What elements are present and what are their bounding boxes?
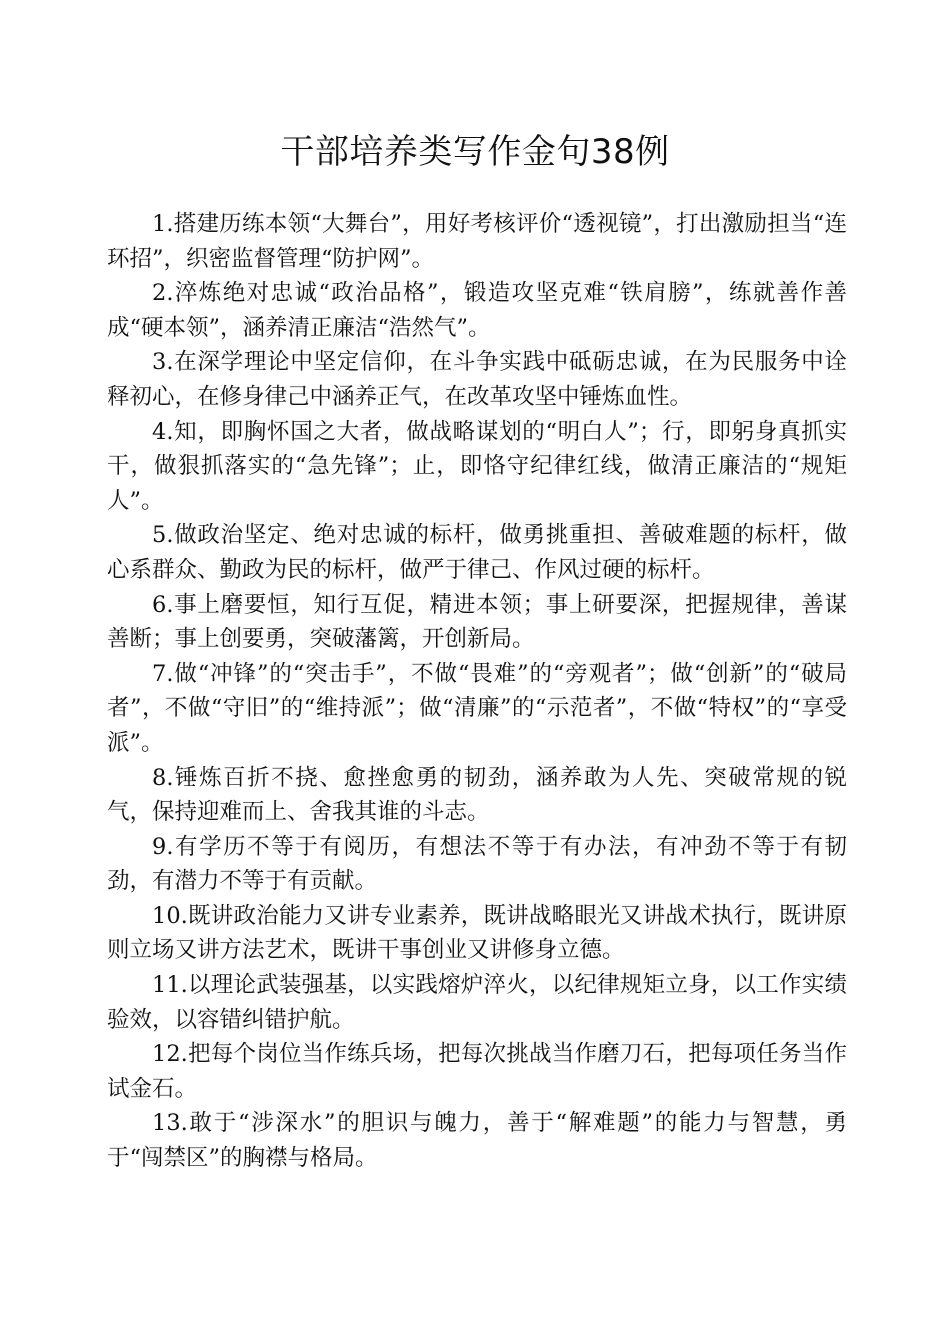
paragraph-item: 7.做“冲锋”的“突击手”，不做“畏难”的“旁观者”；做“创新”的“破局者”，不做“守旧”的“维持派”；做“清廉”的“示范者”，不做“特权”的“享受派”。 [107, 660, 847, 756]
paragraph-item: 10.既讲政治能力又讲专业素养，既讲战略眼光又讲战术执行，既讲原则立场又讲方法艺术，既讲干事创业又讲修身立德。 [107, 902, 847, 964]
document-body [107, 207, 847, 1176]
document-title: 干部培养类写作金句38例 [280, 132, 670, 172]
paragraph-item: 11.以理论武装强基，以实践熔炉淬火，以纪律规矩立身，以工作实绩验效，以容错纠错护航。 [107, 972, 847, 1033]
paragraph-item: 9.有学历不等于有阅历，有想法不等于有办法，有冲劲不等于有韧劲，有潜力不等于有贡献。 [107, 833, 847, 895]
paragraph-item: 12.把每个岗位当作练兵场，把每次挑战当作磨刀石，把每项任务当作试金石。 [107, 1041, 847, 1102]
paragraph-item: 5.做政治坚定、绝对忠诚的标杆，做勇挑重担、善破难题的标杆，做心系群众、勤政为民的标杆，做严于律己、作风过硬的标杆。 [107, 522, 847, 583]
paragraph-item: 4.知，即胸怀国之大者，做战略谋划的“明白人”；行，即躬身真抓实干，做狠抓落实的“急先锋”；止，即恪守纪律红线，做清正廉洁的“规矩人”。 [107, 418, 847, 514]
paragraph-item: 3.在深学理论中坚定信仰，在斗争实践中砥砺忠诚，在为民服务中诠释初心，在修身律己中涵养正气，在改革攻坚中锤炼血性。 [107, 349, 847, 410]
paragraph-item: 2.淬炼绝对忠诚“政治品格”，锻造攻坚克难“铁肩膀”，练就善作善成“硬本领”，涵养清正廉洁“浩然气”。 [107, 280, 847, 341]
paragraph-item: 8.锤炼百折不挠、愈挫愈勇的韧劲，涵养敢为人先、突破常规的锐气，保持迎难而上、舍我其谁的斗志。 [107, 764, 847, 826]
paragraph-item: 6.事上磨要恒，知行互促，精进本领；事上研要深，把握规律，善谋善断；事上创要勇，突破藩篱，开创新局。 [107, 591, 847, 653]
paragraph-item: 13.敢于“涉深水”的胆识与魄力，善于“解难题”的能力与智慧，勇于“闯禁区”的胸襟与格局。 [107, 1110, 847, 1172]
paragraph-item: 1.搭建历练本领“大舞台”，用好考核评价“透视镜”，打出激励担当“连环招”，织密监督管理“防护网”。 [107, 211, 847, 272]
